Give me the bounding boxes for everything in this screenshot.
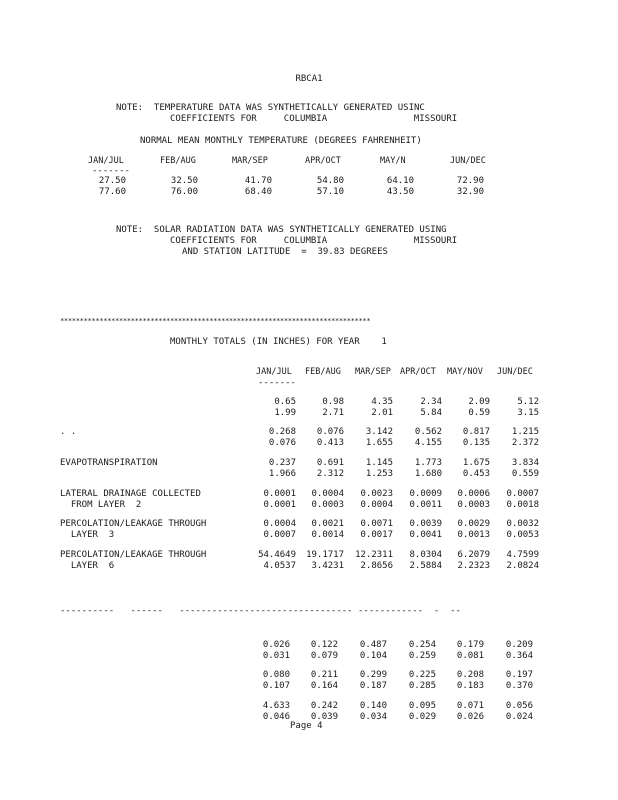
value-cell: 1.675 [462,458,490,468]
value-cell: 2.372 [511,438,539,448]
value-cell: 0.254 [408,640,436,650]
value-cell: 2.0824 [506,561,539,571]
value-cell: 0.034 [359,712,387,722]
row-label: EVAPOTRANSPIRATION [60,458,158,468]
value-cell: 0.056 [505,701,533,711]
monthly-col-header: MAR/SEP [355,367,391,377]
temp-cell: 32.90 [456,187,484,197]
value-cell: 0.026 [456,712,484,722]
value-cell: 0.242 [310,701,338,711]
value-cell: 2.01 [371,408,393,418]
temp-note-line-2: COEFFICIENTS FOR COLUMBIA MISSOURI [170,114,458,124]
value-cell: 5.84 [420,408,442,418]
temp-col-header: JAN/JUL [88,156,124,166]
temp-cell: 68.40 [244,187,272,197]
monthly-col-header: APR/OCT [400,367,436,377]
value-cell: 0.0013 [457,530,490,540]
value-cell: 0.559 [511,469,539,479]
value-cell: 0.076 [268,438,296,448]
value-cell: 54.4649 [258,550,296,560]
value-cell: 0.0053 [506,530,539,540]
value-cell: 0.211 [310,670,338,680]
temp-col-header: JUN/DEC [450,156,486,166]
temp-cell: 76.00 [170,187,198,197]
value-cell: 0.164 [310,681,338,691]
value-cell: 1.145 [365,458,393,468]
value-cell: 0.135 [462,438,490,448]
value-cell: 0.031 [262,651,290,661]
value-cell: 0.268 [268,427,296,437]
monthly-title: MONTHLY TOTALS (IN INCHES) FOR YEAR 1 [170,337,387,347]
value-cell: 4.35 [371,397,393,407]
temp-cell: 77.60 [98,187,126,197]
value-cell: 0.140 [359,701,387,711]
temp-cell: 43.50 [386,187,414,197]
temp-cell: 72.90 [456,176,484,186]
value-cell: 5.12 [517,397,539,407]
value-cell: 2.312 [316,469,344,479]
value-cell: 0.0003 [457,500,490,510]
value-cell: 4.633 [262,701,290,711]
value-cell: 3.4231 [311,561,344,571]
solar-note-line-2: COEFFICIENTS FOR COLUMBIA MISSOURI [170,236,458,246]
value-cell: 19.1717 [306,550,344,560]
value-cell: 0.0001 [263,489,296,499]
monthly-col-header: MAY/NOV [447,367,483,377]
value-cell: 0.0001 [263,500,296,510]
value-cell: 0.071 [456,701,484,711]
value-cell: 0.98 [322,397,344,407]
value-cell: 0.0004 [360,500,393,510]
value-cell: 0.0017 [360,530,393,540]
temp-heading: NORMAL MEAN MONTHLY TEMPERATURE (DEGREES FAHRENHEIT) [140,136,422,146]
value-cell: 0.285 [408,681,436,691]
temp-cell: 32.50 [170,176,198,186]
value-cell: 3.834 [511,458,539,468]
temp-col-header: FEB/AUG [160,156,196,166]
value-cell: 0.076 [316,427,344,437]
solar-note-line-1: NOTE: SOLAR RADIATION DATA WAS SYNTHETICALLY GENERATED USING [116,225,447,235]
value-cell: 0.0007 [506,489,539,499]
value-cell: 2.34 [420,397,442,407]
temp-header-underline: ------- [92,166,130,176]
value-cell: 0.0023 [360,489,393,499]
row-label-sub: FROM LAYER 2 [60,500,142,510]
value-cell: 6.2079 [457,550,490,560]
row-label: . . [60,427,77,437]
monthly-header-underline: ------- [258,378,296,388]
value-cell: 0.0003 [311,500,344,510]
value-cell: 12.2311 [355,550,393,560]
value-cell: 0.0007 [263,530,296,540]
temp-cell: 41.70 [244,176,272,186]
row-label: PERCOLATION/LEAKAGE THROUGH [60,550,207,560]
value-cell: 0.691 [316,458,344,468]
value-cell: 0.0011 [409,500,442,510]
value-cell: 0.081 [456,651,484,661]
value-cell: 0.107 [262,681,290,691]
value-cell: 0.259 [408,651,436,661]
value-cell: 1.215 [511,427,539,437]
doc-title: RBCA1 [295,74,323,84]
value-cell: 0.209 [505,640,533,650]
temp-col-header: MAY/N [380,156,406,166]
value-cell: 0.208 [456,670,484,680]
value-cell: 4.7599 [506,550,539,560]
value-cell: 0.179 [456,640,484,650]
page-number: Page 4 [290,721,323,731]
temp-note-line-1: NOTE: TEMPERATURE DATA WAS SYNTHETICALLY GENERATED USINC [116,103,425,113]
value-cell: 0.0004 [311,489,344,499]
solar-note-line-3: AND STATION LATITUDE = 39.83 DEGREES [182,247,388,257]
row-label-sub: LAYER 6 [60,561,115,571]
value-cell: 2.09 [468,397,490,407]
value-cell: 0.65 [274,397,296,407]
value-cell: 3.142 [365,427,393,437]
value-cell: 2.5884 [409,561,442,571]
value-cell: 0.370 [505,681,533,691]
value-cell: 0.364 [505,651,533,661]
value-cell: 0.817 [462,427,490,437]
value-cell: 0.046 [262,712,290,722]
value-cell: 0.0021 [311,519,344,529]
value-cell: 0.183 [456,681,484,691]
value-cell: 0.59 [468,408,490,418]
value-cell: 0.0009 [409,489,442,499]
row-label: LATERAL DRAINAGE COLLECTED [60,489,201,499]
value-cell: 0.039 [310,712,338,722]
value-cell: 0.029 [408,712,436,722]
temp-col-header: MAR/SEP [232,156,268,166]
value-cell: 0.225 [408,670,436,680]
value-cell: 0.0004 [263,519,296,529]
value-cell: 4.0537 [263,561,296,571]
value-cell: 0.197 [505,670,533,680]
lower-dash-rule: ---------- ------ -------------------------------- ------------ - -- [60,606,461,616]
temp-cell: 54.80 [316,176,344,186]
value-cell: 0.104 [359,651,387,661]
value-cell: 0.562 [414,427,442,437]
value-cell: 0.122 [310,640,338,650]
value-cell: 8.0304 [409,550,442,560]
row-label-sub: LAYER 3 [60,530,115,540]
value-cell: 0.0039 [409,519,442,529]
value-cell: 1.966 [268,469,296,479]
value-cell: 0.237 [268,458,296,468]
value-cell: 0.0006 [457,489,490,499]
value-cell: 0.026 [262,640,290,650]
value-cell: 0.299 [359,670,387,680]
value-cell: 0.0041 [409,530,442,540]
value-cell: 0.453 [462,469,490,479]
temp-cell: 57.10 [316,187,344,197]
value-cell: 0.187 [359,681,387,691]
value-cell: 0.0018 [506,500,539,510]
value-cell: 2.8656 [360,561,393,571]
row-label: PERCOLATION/LEAKAGE THROUGH [60,519,207,529]
value-cell: 1.680 [414,469,442,479]
star-rule: ******************************************************************************* [60,316,371,325]
value-cell: 1.773 [414,458,442,468]
value-cell: 0.080 [262,670,290,680]
monthly-col-header: JUN/DEC [497,367,533,377]
temp-col-header: APR/OCT [305,156,341,166]
monthly-col-header: FEB/AUG [305,367,341,377]
value-cell: 4.155 [414,438,442,448]
temp-cell: 27.50 [98,176,126,186]
value-cell: 2.2323 [457,561,490,571]
value-cell: 0.0029 [457,519,490,529]
monthly-col-header: JAN/JUL [256,367,292,377]
value-cell: 0.024 [505,712,533,722]
value-cell: 0.0014 [311,530,344,540]
value-cell: 0.0071 [360,519,393,529]
value-cell: 2.71 [322,408,344,418]
value-cell: 1.253 [365,469,393,479]
value-cell: 3.15 [517,408,539,418]
value-cell: 0.079 [310,651,338,661]
value-cell: 0.0032 [506,519,539,529]
value-cell: 1.655 [365,438,393,448]
value-cell: 0.413 [316,438,344,448]
value-cell: 0.487 [359,640,387,650]
value-cell: 0.095 [408,701,436,711]
temp-cell: 64.10 [386,176,414,186]
value-cell: 1.99 [274,408,296,418]
